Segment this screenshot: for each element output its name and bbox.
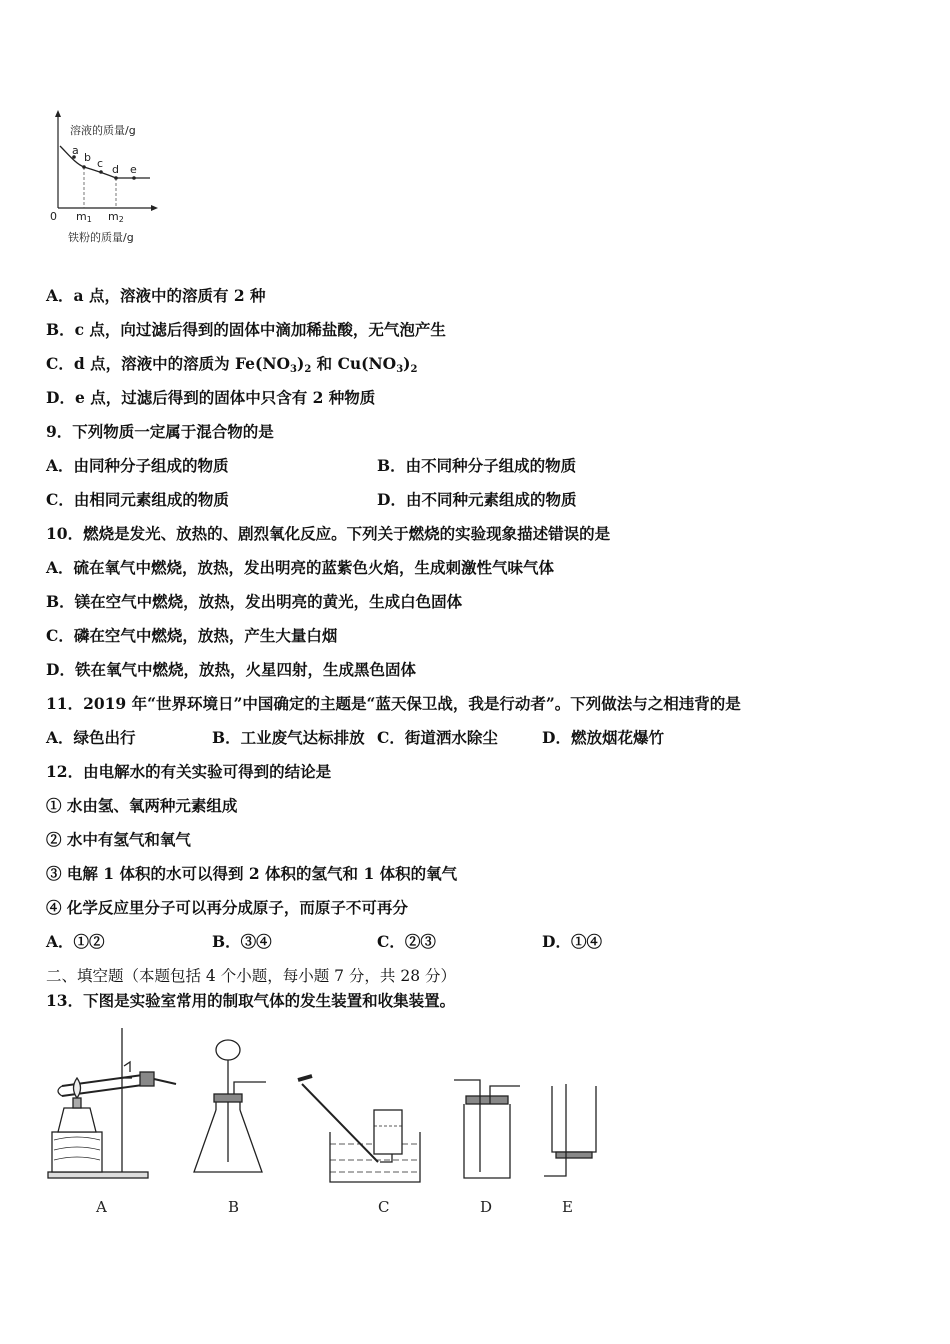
q13-stem: 13．下图是实验室常用的制取气体的发生装置和收集装置。 <box>46 991 456 1010</box>
label-d: D <box>480 1198 493 1216</box>
point-b <box>82 165 86 169</box>
lamp-wick-holder <box>73 1098 81 1108</box>
q9-option-c: C．由相同元素组成的物质 <box>46 490 229 509</box>
point-d <box>114 176 118 180</box>
delivery-tube <box>302 1084 378 1162</box>
outlet-tube <box>544 1158 566 1176</box>
q10-option-b: B．镁在空气中燃烧，放热，发出明亮的黄光，生成白色固体 <box>46 592 463 611</box>
origin-label: 0 <box>50 210 57 223</box>
q11-option-d: D．燃放烟花爆竹 <box>542 728 664 747</box>
jar-body <box>552 1086 596 1152</box>
q9-stem: 9．下列物质一定属于混合物的是 <box>46 422 274 441</box>
q8-option-c: C．d 点，溶液中的溶质为 $Fe(NO_3)_2$ 和 $Cu(NO_3)_2$ <box>46 354 418 375</box>
point-c <box>99 170 103 174</box>
stand-base <box>48 1172 148 1178</box>
q12-option-a: A．①② <box>46 932 105 951</box>
jar-body <box>464 1104 510 1178</box>
point-e <box>132 176 136 180</box>
clamp <box>124 1062 130 1072</box>
label-c: C <box>378 1198 390 1216</box>
test-tube-end <box>58 1086 62 1096</box>
point-b-label: b <box>84 151 91 164</box>
gas-jar <box>374 1110 402 1154</box>
y-axis-label: 溶液的质量/g <box>70 124 136 137</box>
q10-option-d: D．铁在氧气中燃烧，放热，火星四射，生成黑色固体 <box>46 660 416 679</box>
q8-option-a: A．a 点，溶液中的溶质有 2 种 <box>46 286 266 305</box>
q9-option-d: D．由不同种元素组成的物质 <box>377 490 577 509</box>
q10-stem: 10．燃烧是发光、放热的、剧烈氧化反应。下列关于燃烧的实验现象描述错误的是 <box>46 524 611 543</box>
q12-statement-4: ④ 化学反应里分子可以再分成原子，而原子不可再分 <box>46 898 408 917</box>
point-c-label: c <box>97 157 104 170</box>
q11-stem: 11．2019 年“世界环境日”中国确定的主题是“蓝天保卫战，我是行动者”。下列做法与之相违背的是 <box>46 694 741 713</box>
inlet-tube <box>454 1080 480 1172</box>
flask-tube <box>234 1082 266 1094</box>
m2-label: m2 <box>108 210 124 224</box>
x-axis-arrow-icon <box>151 205 158 211</box>
q11-option-a: A．绿色出行 <box>46 728 136 747</box>
flask-stopper <box>214 1094 242 1102</box>
apparatus-figure <box>40 1022 620 1222</box>
funnel-bulb <box>216 1040 240 1060</box>
flame-icon <box>74 1078 81 1098</box>
q11-option-b: B．工业废气达标排放 <box>212 728 365 747</box>
q12-statement-2: ② 水中有氢气和氧气 <box>46 830 191 849</box>
bridge-shelf <box>380 1154 392 1162</box>
q12-option-d: D．①④ <box>542 932 602 951</box>
alcohol-lamp <box>58 1108 96 1132</box>
q10-option-a: A．硫在氧气中燃烧，放热，发出明亮的蓝紫色火焰，生成刺激性气味气体 <box>46 558 555 577</box>
q9-option-a: A．由同种分子组成的物质 <box>46 456 229 475</box>
point-e-label: e <box>130 163 137 176</box>
q12-option-b: B．③④ <box>212 932 272 951</box>
wood-block <box>52 1132 102 1172</box>
apparatus-a <box>48 1028 176 1178</box>
q12-statement-3: ③ 电解 1 体积的水可以得到 2 体积的氢气和 1 体积的氧气 <box>46 864 458 883</box>
label-e: E <box>562 1198 573 1216</box>
jar-stopper <box>556 1152 592 1158</box>
jar-stopper <box>466 1096 508 1104</box>
solution-mass-graph <box>46 108 166 248</box>
point-a-label: a <box>72 144 79 157</box>
section-2-title: 二、填空题（本题包括 4 个小题，每小题 7 分，共 28 分） <box>46 967 457 985</box>
label-b: B <box>228 1198 240 1216</box>
delivery-tube <box>154 1079 176 1084</box>
q12-statement-1: ① 水由氢、氧两种元素组成 <box>46 796 238 815</box>
apparatus-d <box>454 1080 520 1178</box>
stopper <box>140 1072 154 1086</box>
apparatus-e <box>544 1084 596 1176</box>
y-axis-arrow-icon <box>55 110 61 117</box>
q9-option-b: B．由不同种分子组成的物质 <box>377 456 577 475</box>
m1-label: m1 <box>76 210 92 224</box>
x-axis-label: 铁粉的质量/g <box>68 231 134 244</box>
apparatus-b <box>194 1040 266 1172</box>
tube-end <box>298 1076 312 1080</box>
q8-option-d: D．e 点，过滤后得到的固体中只含有 2 种物质 <box>46 388 376 407</box>
apparatus-c <box>298 1076 420 1182</box>
q10-option-c: C．磷在空气中燃烧，放热，产生大量白烟 <box>46 626 338 645</box>
point-d-label: d <box>112 163 119 176</box>
q12-option-c: C．②③ <box>377 932 436 951</box>
q12-stem: 12．由电解水的有关实验可得到的结论是 <box>46 762 332 781</box>
label-a: A <box>96 1198 107 1216</box>
q8-option-b: B．c 点，向过滤后得到的固体中滴加稀盐酸，无气泡产生 <box>46 320 446 339</box>
q11-option-c: C．街道洒水除尘 <box>377 728 498 747</box>
